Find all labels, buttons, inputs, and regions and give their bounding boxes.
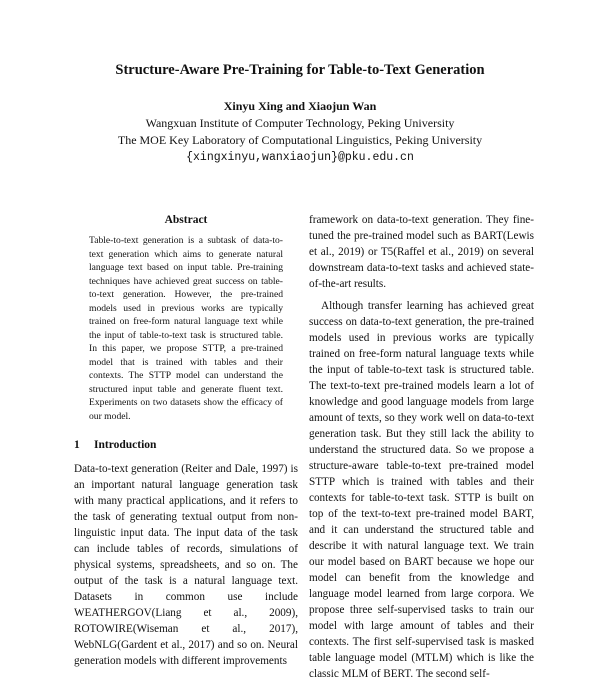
affiliation-2: The MOE Key Laboratory of Computational Linguistics, Peking University [117, 133, 483, 147]
author-block [0, 98, 600, 166]
abstract-text: Table-to-text generation is a subtask of data-to-text generation which aims to generate natural language text based on input table. Pre-training techniques have achieved great success on table-to-text generation. However, the pre-trained models used in previous works are typically trained on free-form natural language text while the input of table-to-text task is structured table. In this paper, we propose STTP, a pre-trained model that is trained with tables and their contexts. The STTP model can understand the structured input table and generate fluent text. Experiments on two datasets show the efficacy of our model. [89, 235, 283, 422]
paper-title: Structure-Aware Pre-Training for Table-to-Text Generation [115, 62, 485, 78]
abstract-heading: Abstract [164, 214, 208, 226]
affiliation-1: Wangxuan Institute of Computer Technology, Peking University [145, 116, 455, 130]
left-column [74, 212, 298, 669]
right-column [309, 212, 534, 682]
intro-paragraph-1: Data-to-text generation (Reiter and Dale, 1997) is an important natural language generation task with many practical applications, and it refers to the task of generating textual output from non-linguistic input data. The input data of the task can include tables of records, simulations of physical systems, spreadsheets, and so on. The output of the task is a natural language text. Datasets in common use include WEATHERGOV(Liang et al., 2009), ROTOWIRE(Wiseman et al., 2017), WebNLG(Gardent et al., 2017) and so on. Neural generation models with different improvements [74, 463, 298, 667]
section-title: Introduction [94, 439, 157, 451]
author-email: {xingxinyu,wanxiaojun}@pku.edu.cn [186, 151, 414, 164]
section-heading-introduction [74, 437, 298, 453]
section-number: 1 [74, 439, 80, 451]
body-paragraph-1: framework on data-to-text generation. They fine-tuned the pre-trained model such as BART(Lewis et al., 2019) or T5(Raffel et al., 2019) on several downstream data-to-text tasks and achieved state-of-the-art results. [309, 214, 534, 290]
author-names: Xinyu Xing and Xiaojun Wan [223, 99, 377, 113]
body-paragraph-2: Although transfer learning has achieved great success on data-to-text generation, the pre-trained models used in previous works are typically trained on free-form natural language texts while the input of table-to-text task is structured table. The text-to-text pre-trained models learn a lot of knowledge and good language models from large amount of texts, so they work well on data-to-text generation task. But they still lack the ability to understand the structured data. So we propose a structure-aware table-to-text pre-trained model STTP which is trained with tables and their contexts for table-to-text task. STTP is built on top of the text-to-text pre-trained model BART, and it can understand the structured table and describe it with natural language text. We train our model based on BART because we hope our model can benefit from the knowledge and language model learned from large corpora. We propose three self-supervised tasks to train our model with large amount of tables and their contexts. The first self-supervised task is masked table language model (MTLM) which is like the classic MLM of BERT. The second self- [309, 300, 534, 680]
